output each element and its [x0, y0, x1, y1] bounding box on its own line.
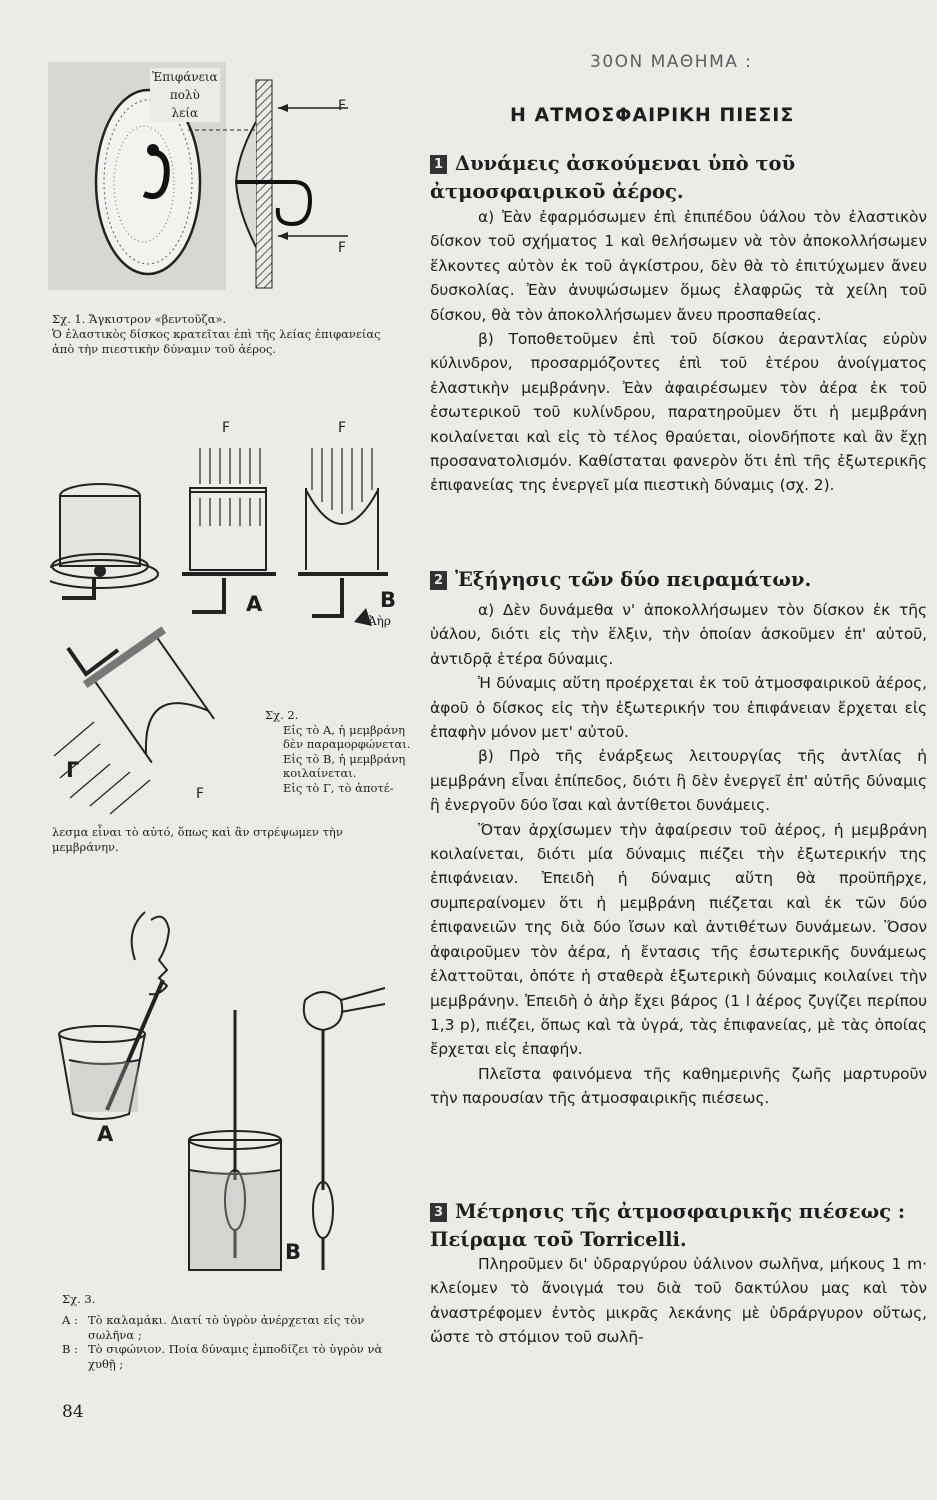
- surface-label-line: Ἐπιφάνεια: [152, 70, 218, 84]
- page-number: 84: [62, 1402, 84, 1422]
- figure-2-caption-line: Εἰς τὸ Γ, τὸ ἀποτέ-: [283, 780, 394, 795]
- force-label-a: F: [222, 420, 231, 436]
- figure-3-note: [62, 1313, 412, 1342]
- section-title: Δυνάμεις ἀσκούμεναι ὑπὸ τοῦ ἀτμοσφαιρικοῦ ἀέρος.: [430, 152, 796, 203]
- figure-3-note: [62, 1342, 412, 1371]
- label-g: Γ: [66, 758, 80, 782]
- figure-3-notes: [62, 1313, 412, 1371]
- paragraph: β) Τοποθετοῦμεν ἐπὶ τοῦ δίσκου ἀεραντλίας εὐρὺν κύλινδρον, προσαρμόζοντες ἐπὶ τοῦ ἑτέρου ἀνοίγματος ἐλαστικὴν μεμβράνην. Ἐὰν ἀφαιρέσωμεν τὸν ἀέρα ἐκ τοῦ ἐσωτερικοῦ τοῦ κυλίνδρου, παρατηροῦμεν ὅτι ἡ μεμβράνη κοιλαίνεται καὶ εἰς τὸ τέλος θραύεται, οἱονδήποτε καὶ ἂν ἔχῃ προσανατολισμόν. Καθίσταται φανερὸν ὅτι ἐπὶ τῆς ἐξωτερικῆς ἐπιφανείας της ἐνεργεῖ μία πιεστικὴ δύναμις (σχ. 2).: [430, 330, 927, 495]
- paragraph: Πληροῦμεν δι' ὑδραργύρου ὑάλινον σωλῆνα, μήκους 1 m· κλείομεν τὸ ἄνοιγμά του διὰ τοῦ δακτύλου μας καὶ τὸν ἀναστρέφομεν ἐντὸς μικρᾶς λεκάνης μὲ ὑδράργυρον οὕτως, ὥστε τὸ στόμιον τοῦ σωλῆ-: [430, 1255, 927, 1347]
- paragraph: Ὅταν ἀρχίσωμεν τὴν ἀφαίρεσιν τοῦ ἀέρος, ἡ μεμβράνη κοιλαίνεται, διότι μία δύναμις πιέζει τὴν ἐξωτερικήν της ἐπιφάνειαν. Ἐπειδὴ ἡ δύναμις αὕτη θὰ προϋπῆρχε, συμπεραίνομεν ὅτι ἡ μεμβράνη πιέζεται καὶ ἐκ τῶν δύο ἐπιφανειῶν της διὰ δύο ἴσων καὶ ἀντιθέτων δυνάμεων. Ὅσον ἀφαιροῦμεν τὸν ἀέρα, ἡ ἔντασις τῆς ἐσωτερικῆς δυνάμεως ἐλαττοῦται, ὁπότε ἡ σταθερὰ ἐξωτερικὴ δύναμις κοιλαίνει τὴν μεμβράνην. Ἐπειδὴ ὁ ἀὴρ ἔχει βάρος (1 l ἀέρος ζυγίζει περίπου 1,3 p), πιέζει, ὅπως καὶ τὰ ὑγρά, τὰς ἐπιφανείας, μὲ τὰς ὁποίας ἔρχεται εἰς ἐπαφήν.: [430, 820, 927, 1059]
- section-2-heading: [430, 566, 928, 594]
- paragraph: α) Δὲν δυνάμεθα ν' ἀποκολλήσωμεν τὸν δίσκον ἐκ τῆς ὑάλου, διότι εἰς τὴν ἕλξιν, τὴν ὁποίαν ἀσκοῦμεν ἐπ' αὐτοῦ, ἀντιδρᾷ ἑτέρα δύναμις.: [430, 601, 927, 668]
- note-text: Τὸ σιφώνιον. Ποία δύναμις ἐμποδίζει τὸ ὑγρὸν νὰ χυθῇ ;: [88, 1342, 383, 1371]
- paragraph: Πλεῖστα φαινόμενα τῆς καθημερινῆς ζωῆς μαρτυροῦν τὴν παρουσίαν τῆς ἀτμοσφαιρικῆς πιέσεως.: [430, 1064, 927, 1108]
- section-1-body: [430, 205, 927, 498]
- force-label-b: F: [338, 420, 347, 436]
- section-3-heading: [430, 1198, 928, 1254]
- section-number-badge: 2: [430, 571, 447, 590]
- lesson-heading: 30ΟΝ ΜΑΘΗΜΑ :: [590, 52, 753, 72]
- section-1-heading: [430, 150, 928, 206]
- section-number-badge: 3: [430, 1203, 447, 1222]
- force-label-g: F: [196, 786, 205, 802]
- air-label: Ἀὴρ: [368, 614, 391, 628]
- section-2-body: [430, 598, 927, 1111]
- label-b: Β: [285, 1240, 302, 1264]
- label-a: Α: [246, 592, 263, 616]
- straw-pipette-drawing: [55, 900, 420, 1290]
- figure-1-caption-title: Σχ. 1. Ἄγκιστρον «βεντοῦζα».: [52, 312, 227, 326]
- note-key: Β :: [62, 1342, 78, 1356]
- surface-label: [150, 68, 220, 122]
- figure-3-caption-title: Σχ. 3.: [62, 1292, 96, 1306]
- paragraph: Ἡ δύναμις αὕτη προέρχεται ἐκ τοῦ ἀτμοσφαιρικοῦ ἀέρος, ἀφοῦ ὁ δίσκος εἰς τὴν ἐξωτερικήν του ἐπιφάνειαν ἔρχεται εἰς ἐπαφὴν μόνον μετ' αὐτοῦ.: [430, 674, 927, 742]
- chapter-title: Η ΑΤΜΟΣΦΑΙΡΙΚΗ ΠΙΕΣΙΣ: [510, 104, 795, 126]
- paragraph: α) Ἐὰν ἐφαρμόσωμεν ἐπὶ ἐπιπέδου ὑάλου τὸν ἐλαστικὸν δίσκον τοῦ σχήματος 1 καὶ θελήσωμεν νὰ τὸν ἀποκολλήσωμεν ἕλκοντες αὐτὸν ἐκ τοῦ ἀγκίστρου, δὲν θὰ τὸ ἐπιτύχωμεν ἄνευ δυσκολίας. Ἐὰν ἀνυψώσωμεν ὅμως ἐλαφρῶς τὰ χείλη τοῦ δίσκου, θὰ τὸν ἀποκολλήσωμεν ἄνευ προσπαθείας.: [430, 208, 927, 324]
- figure-2-caption-title: Σχ. 2.: [265, 708, 299, 722]
- figure-2-caption: [265, 708, 415, 795]
- section-3-body: [430, 1252, 927, 1350]
- section-title: Μέτρησις τῆς ἀτμοσφαιρικῆς πιέσεως : Πείραμα τοῦ Torricelli.: [430, 1200, 906, 1251]
- note-key: Α :: [62, 1313, 78, 1327]
- figure-3-straw-and-pipette: [55, 900, 420, 1290]
- label-a: Α: [97, 1122, 114, 1146]
- surface-label-line: λεία: [171, 106, 199, 120]
- figure-1-caption-text: Ὁ ἐλαστικὸς δίσκος κρατεῖται ἐπὶ τῆς λείας ἐπιφανείας ἀπὸ τὴν πιεστικὴν δύναμιν τοῦ ἀέρος.: [52, 327, 381, 356]
- section-title: Ἐξήγησις τῶν δύο πειραμάτων.: [455, 568, 812, 591]
- figure-1-suction-hook: [48, 62, 388, 300]
- figure-1-caption: [52, 312, 382, 357]
- note-text: Τὸ καλαμάκι. Διατί τὸ ὑγρὸν ἀνέρχεται εἰς τὸν σωλῆνα ;: [88, 1313, 365, 1342]
- paragraph: β) Πρὸ τῆς ἐνάρξεως λειτουργίας τῆς ἀντλίας ἡ μεμβράνη εἶναι ἐπίπεδος, διότι ἢ δὲν ἐνεργεῖ ἐπ' αὐτῆς δύναμις ἢ ἐνεργοῦν δύο ἴσαι καὶ ἀντίθετοι δυνάμεις.: [430, 747, 927, 815]
- force-label-bottom: F: [338, 240, 347, 256]
- force-label-top: F: [338, 98, 347, 114]
- figure-2-caption-line: Εἰς τὸ Α, ἡ μεμβράνη δὲν παραμορφώνεται.: [283, 722, 411, 751]
- surface-label-line: πολὺ: [169, 88, 200, 102]
- figure-2-caption-line: Εἰς τὸ Β, ἡ μεμβράνη κοιλαίνεται.: [283, 751, 406, 780]
- section-number-badge: 1: [430, 155, 447, 174]
- figure-2-caption-end: λεσμα εἶναι τὸ αὐτό, ὅπως καὶ ἂν στρέψωμεν τὴν μεμβράνην.: [52, 825, 343, 854]
- label-b: Β: [380, 588, 397, 612]
